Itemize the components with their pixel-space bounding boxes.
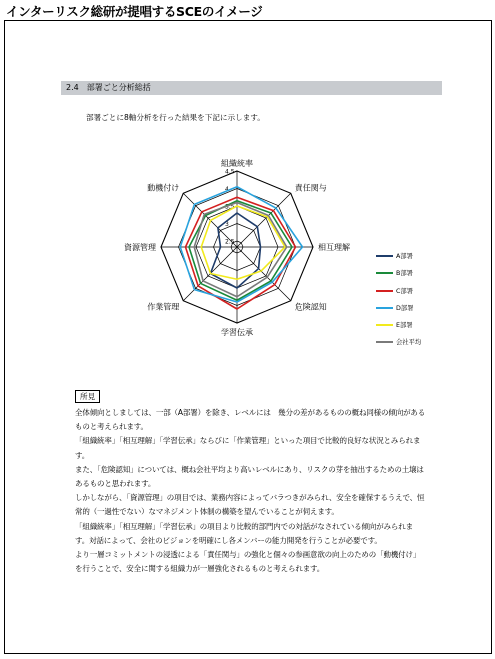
radar-axis-label: 作業管理 (147, 302, 180, 312)
findings-paragraph: しかしながら、「資源管理」の項目では、業務内容によってバラつきがみられ、安全を確保するうえで、恒常的（一過性でない）なマネジメント体制の構築を望んでいることが伺えます。 (75, 493, 425, 517)
radar-tick-label: 4.5 (225, 168, 235, 176)
findings-paragraph: また、「危険認知」については、概ね会社平均より高いレベルにあり、リスクの芽を抽出するための土壌はあるものと思われます。 (75, 464, 424, 489)
radar-axis-label: 責任関与 (294, 183, 327, 193)
section-number: 2.4 (66, 83, 79, 92)
section-title: 部署ごと分析総括 (86, 83, 151, 92)
findings-paragraph: 「組織統率」「相互理解」「学習伝承」ならびに「作業管理」といった項目で比較的良好な状況とみられます。 (75, 436, 421, 460)
radar-tick-label: 4 (225, 186, 229, 193)
radar-axis-label: 資源管理 (124, 243, 156, 252)
legend-swatch (376, 255, 393, 257)
findings-paragraph: 全体傾向としましては、一部（A部署）を除き、レベルには 幾分の差があるものの概ね同様の傾向があるものと考えられます。 (75, 408, 426, 432)
radar-axis-label: 危険認知 (294, 302, 327, 312)
legend-label: 会社平均 (396, 339, 422, 347)
intro-text: 部署ごとに8軸分析を行った結果を下記に示します。 (86, 113, 265, 122)
findings-paragraph: 「組織統率」「相互理解」「学習伝承」の項目より比較的部門内での対話がなされている傾向がみられます。対話によって、会社のビジョンを明確にし各メンバーの能力開発を行うことが必要です。 (75, 521, 413, 545)
findings-title: 所見 (75, 390, 100, 403)
legend-label: E部署 (396, 322, 413, 330)
radar-axis-label: 相互理解 (318, 243, 350, 252)
legend-swatch (376, 272, 393, 274)
findings-paragraph: より一層コミットメントの浸透による「責任関与」の強化と個々の参画意欲の向上のための「動機付け」を行うことで、安全に関する組織力が一層強化されるものと考えられます。 (75, 550, 421, 574)
radar-axis-label: 動機付け (147, 183, 180, 193)
legend-label: C部署 (396, 287, 413, 295)
radar-tick-label: 2.5 (225, 238, 235, 246)
legend-swatch (376, 307, 393, 309)
legend-label: A部署 (396, 253, 413, 260)
legend-label: B部署 (396, 270, 413, 278)
legend-label: D部署 (396, 304, 414, 312)
radar-axis-label: 組織統率 (221, 159, 253, 168)
legend-swatch (376, 341, 393, 343)
legend-swatch (376, 324, 393, 326)
page-title: インターリスク総研が提唱するSCEのイメージ (6, 4, 263, 19)
radar-axis-label: 学習伝承 (221, 328, 253, 337)
legend-swatch (376, 290, 393, 292)
radar-tick-label: 3.5 (225, 203, 235, 211)
radar-spoke (237, 247, 291, 301)
findings-text (75, 406, 427, 576)
radar-tick-label: 3 (225, 221, 229, 228)
